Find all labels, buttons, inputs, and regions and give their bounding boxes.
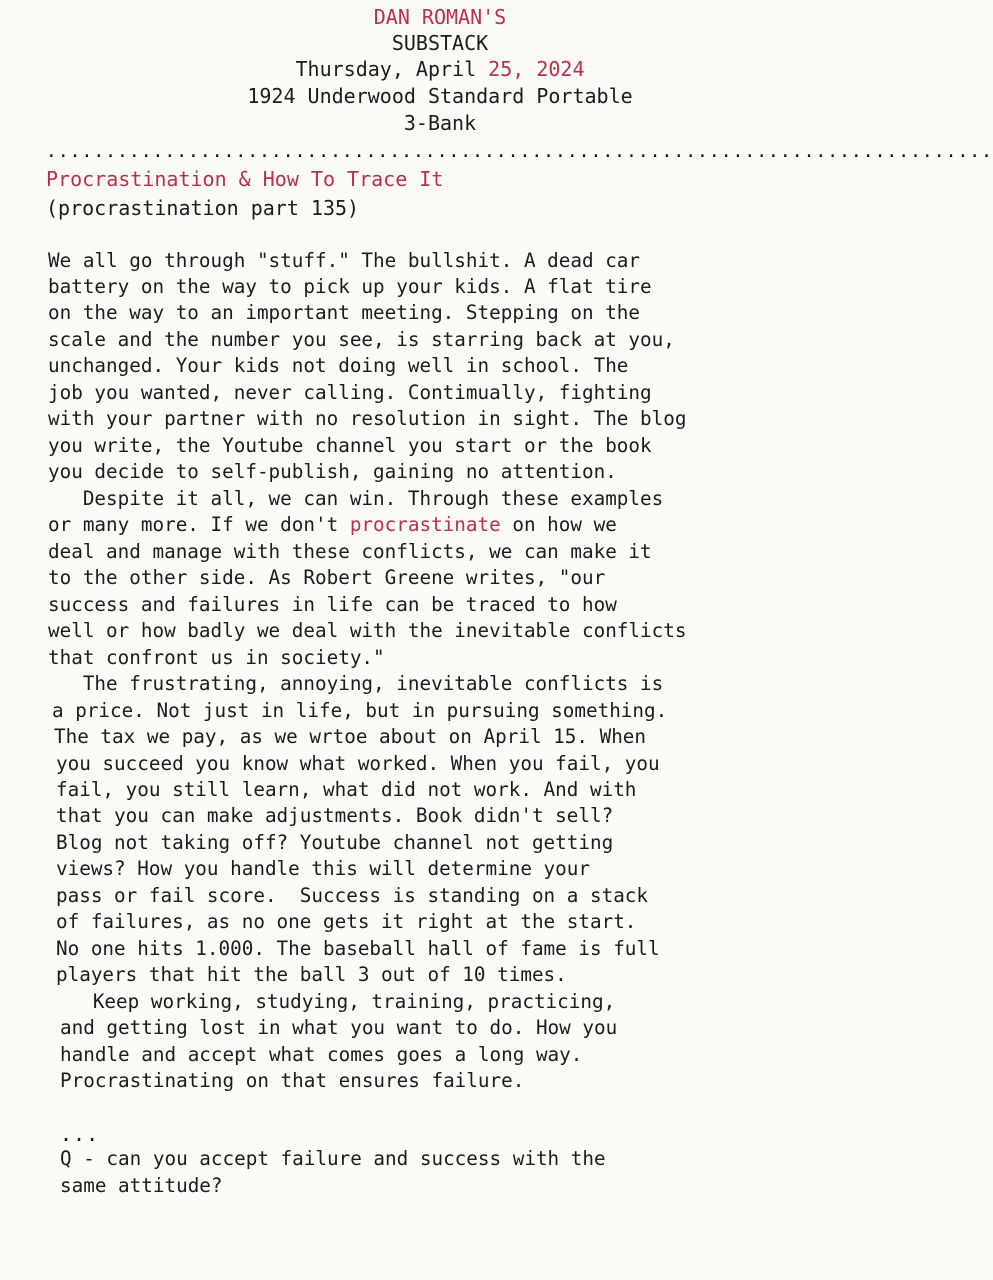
body-line: and getting lost in what you want to do. How you <box>60 1016 618 1039</box>
body-line: Blog not taking off? Youtube channel not getting <box>56 831 614 854</box>
body-line: you decide to self-publish, gaining no attention. <box>48 460 617 483</box>
closing-question-line-1: Q - can you accept failure and success with the <box>60 1147 606 1170</box>
body-line: We all go through "stuff." The bullshit. A dead car <box>48 249 641 272</box>
body-line: on the way to an important meeting. Stepping on the <box>48 301 641 324</box>
body-line: fail, you still learn, what did not work. And with <box>56 778 637 801</box>
body-line: of failures, as no one gets it right at the start. <box>56 910 637 933</box>
body-line: Procrastinating on that ensures failure. <box>60 1069 525 1092</box>
body-line: that confront us in society." <box>48 646 385 669</box>
body-line: success and failures in life can be traced to how <box>48 593 617 616</box>
body-line: pass or fail score. Success is standing on a stack <box>56 884 649 907</box>
body-line: The frustrating, annoying, inevitable conflicts is <box>48 672 664 695</box>
dotted-separator: ................................................................................ <box>46 141 993 162</box>
post-subtitle: (procrastination part 135) <box>46 196 360 220</box>
typewriter-bank: 3-Bank <box>403 111 477 135</box>
body-line: unchanged. Your kids not doing well in school. The <box>48 354 629 377</box>
body-line-end: on how we <box>500 513 617 536</box>
body-line: battery on the way to pick up your kids. A flat tire <box>48 275 652 298</box>
body-line: with your partner with no resolution in sight. The blog <box>48 407 687 430</box>
body-line: deal and manage with these conflicts, we can make it <box>48 540 652 563</box>
post-date <box>0 56 880 83</box>
date-day-year: 25, 2024 <box>488 57 585 81</box>
typewriter-model: 1924 Underwood Standard Portable <box>247 84 633 108</box>
body-line: you succeed you know what worked. When you fail, you <box>56 752 660 775</box>
body-line: you write, the Youtube channel you start or the book <box>48 434 652 457</box>
body-line: The tax we pay, as we wrtoe about on April 15. When <box>54 725 647 748</box>
body-line: Despite it all, we can win. Through these examples <box>48 487 664 510</box>
date-weekday-month: Thursday, April <box>295 57 489 81</box>
body-line: Keep working, studying, training, practicing, <box>58 990 616 1013</box>
publication-name: SUBSTACK <box>391 31 489 55</box>
body-line: players that hit the ball 3 out of 10 times. <box>56 963 567 986</box>
body-line: handle and accept what comes goes a long way. <box>60 1043 583 1066</box>
body-line: to the other side. As Robert Greene writes, "our <box>48 566 606 589</box>
body-line-start: or many more. If we don't <box>48 513 350 536</box>
body-line: that you can make adjustments. Book didn't sell? <box>56 804 614 827</box>
body-line: well or how badly we deal with the inevitable conflicts <box>48 619 687 642</box>
body-line: No one hits 1.000. The baseball hall of fame is full <box>56 937 660 960</box>
closing-question-line-2: same attitude? <box>60 1174 223 1197</box>
ellipsis-divider: ... <box>60 1122 100 1146</box>
body-line: views? How you handle this will determine your <box>56 857 590 880</box>
author-name: DAN ROMAN'S <box>373 5 507 29</box>
body-line: a price. Not just in life, but in pursuing something. <box>52 699 668 722</box>
body-line-procrastinate <box>48 512 617 538</box>
body-line: job you wanted, never calling. Contimually, fighting <box>48 381 652 404</box>
post-title: Procrastination & How To Trace It <box>46 167 444 191</box>
highlight-word: procrastinate <box>349 513 501 536</box>
body-line: scale and the number you see, is starring back at you, <box>48 328 675 351</box>
